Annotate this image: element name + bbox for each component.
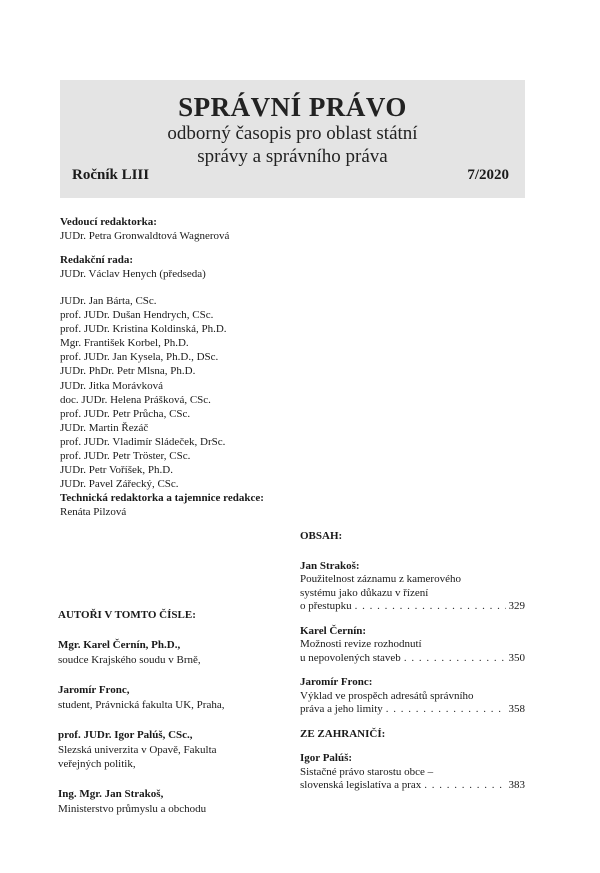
board-member: JUDr. Jitka Morávková — [60, 379, 163, 392]
author-entry — [58, 683, 298, 712]
editor-section — [60, 215, 229, 243]
toc-title-line: Sistačné právo starostu obce – — [300, 765, 434, 778]
toc-leader-dots — [355, 600, 506, 614]
toc-page-number: 350 — [508, 651, 525, 664]
technical-name: Renáta Pilzová — [60, 506, 127, 518]
toc-entry[interactable] — [300, 560, 525, 614]
toc-title-last-line — [300, 600, 525, 614]
toc-author: Karel Černín: — [300, 624, 367, 637]
board-member: JUDr. PhDr. Petr Mlsna, Ph.D. — [60, 365, 196, 378]
board-member: prof. JUDr. Dušan Hendrych, CSc. — [60, 309, 214, 322]
toc-title-last-line — [300, 779, 525, 793]
masthead — [60, 80, 525, 198]
board-label: Redakční rada: — [60, 254, 134, 266]
toc-author: Jaromír Fronc: — [300, 676, 373, 688]
board-member: prof. JUDr. Kristina Koldinská, Ph.D. — [60, 323, 227, 336]
toc-title-line: Výklad ve prospěch adresátů správního — [300, 689, 474, 702]
board-member: JUDr. Jan Bárta, CSc. — [60, 295, 157, 307]
toc-foreign-heading: ZE ZAHRANIČÍ: — [300, 727, 386, 740]
author-affiliation: Slezská univerzita v Opavě, Fakulta — [58, 744, 217, 756]
board-members — [60, 294, 227, 491]
subtitle-line-1: odborný časopis pro oblast státní — [167, 123, 418, 144]
table-of-contents — [300, 530, 525, 804]
toc-title-line: o přestupku — [300, 600, 352, 612]
board-member: JUDr. Martin Řezáč — [60, 421, 149, 434]
board-member: JUDr. Pavel Zářecký, CSc. — [60, 478, 179, 491]
author-name: Ing. Mgr. Jan Strakoš, — [58, 788, 164, 800]
board-chair: JUDr. Václav Henych (předseda) — [60, 268, 206, 280]
toc-entry[interactable] — [300, 625, 525, 666]
toc-title-line: Použitelnost záznamu z kamerového — [300, 573, 461, 585]
journal-subtitle — [60, 122, 525, 168]
volume-label: Ročník LIII — [72, 167, 150, 183]
author-name: Jaromír Fronc, — [58, 684, 130, 696]
author-name: prof. JUDr. Igor Palúš, CSc., — [58, 729, 193, 741]
board-member: doc. JUDr. Helena Prášková, CSc. — [60, 393, 211, 406]
journal-title: SPRÁVNÍ PRÁVO — [178, 92, 407, 122]
board-member: prof. JUDr. Petr Tröster, CSc. — [60, 450, 191, 463]
toc-title-last-line — [300, 703, 525, 717]
board-section — [60, 253, 206, 281]
editor-name: JUDr. Petra Gronwaldtová Wagnerová — [60, 230, 230, 242]
toc-title-line: slovenská legislatíva a prax — [300, 779, 422, 791]
toc-page-number: 329 — [508, 600, 525, 612]
editor-label: Vedoucí redaktorka: — [60, 216, 157, 228]
toc-entry[interactable] — [300, 752, 525, 793]
technical-label: Technická redaktorka a tajemnice redakce: — [60, 492, 264, 504]
toc-title-line: u nepovolených staveb — [300, 651, 401, 664]
author-affiliation: veřejných politik, — [58, 758, 136, 770]
toc-page-number: 383 — [508, 779, 525, 791]
author-entry — [58, 638, 298, 667]
toc-entry[interactable] — [300, 676, 525, 717]
authors-heading: AUTOŘI V TOMTO ČÍSLE: — [58, 609, 196, 621]
toc-title-line: Možnosti revize rozhodnutí — [300, 638, 422, 650]
toc-title-line: práva a jeho limity — [300, 703, 383, 715]
author-entry — [58, 787, 298, 816]
toc-leader-dots — [404, 652, 506, 666]
toc-title-line: systému jako důkazu v řízení — [300, 586, 429, 599]
subtitle-line-2: správy a správního práva — [197, 146, 388, 167]
technical-section — [60, 491, 264, 519]
board-member: JUDr. Petr Voříšek, Ph.D. — [60, 464, 173, 477]
board-member: Mgr. František Korbel, Ph.D. — [60, 337, 189, 350]
board-member: prof. JUDr. Jan Kysela, Ph.D., DSc. — [60, 351, 219, 364]
toc-leader-dots — [424, 779, 505, 793]
author-affiliation: student, Právnická fakulta UK, Praha, — [58, 699, 225, 711]
authors-section — [58, 608, 298, 832]
author-affiliation: Ministerstvo průmyslu a obchodu — [58, 803, 207, 815]
board-member: prof. JUDr. Petr Průcha, CSc. — [60, 407, 191, 420]
toc-page-number: 358 — [508, 703, 525, 715]
toc-leader-dots — [386, 703, 506, 717]
toc-heading: OBSAH: — [300, 530, 343, 542]
toc-author: Igor Palúš: — [300, 752, 353, 764]
issue-number: 7/2020 — [467, 167, 509, 183]
toc-title-last-line — [300, 652, 525, 666]
author-affiliation: soudce Krajského soudu v Brně, — [58, 654, 201, 666]
author-name: Mgr. Karel Černín, Ph.D., — [58, 639, 181, 651]
board-member: prof. JUDr. Vladimír Sládeček, DrSc. — [60, 435, 226, 448]
author-entry — [58, 728, 298, 771]
toc-author: Jan Strakoš: — [300, 559, 360, 572]
